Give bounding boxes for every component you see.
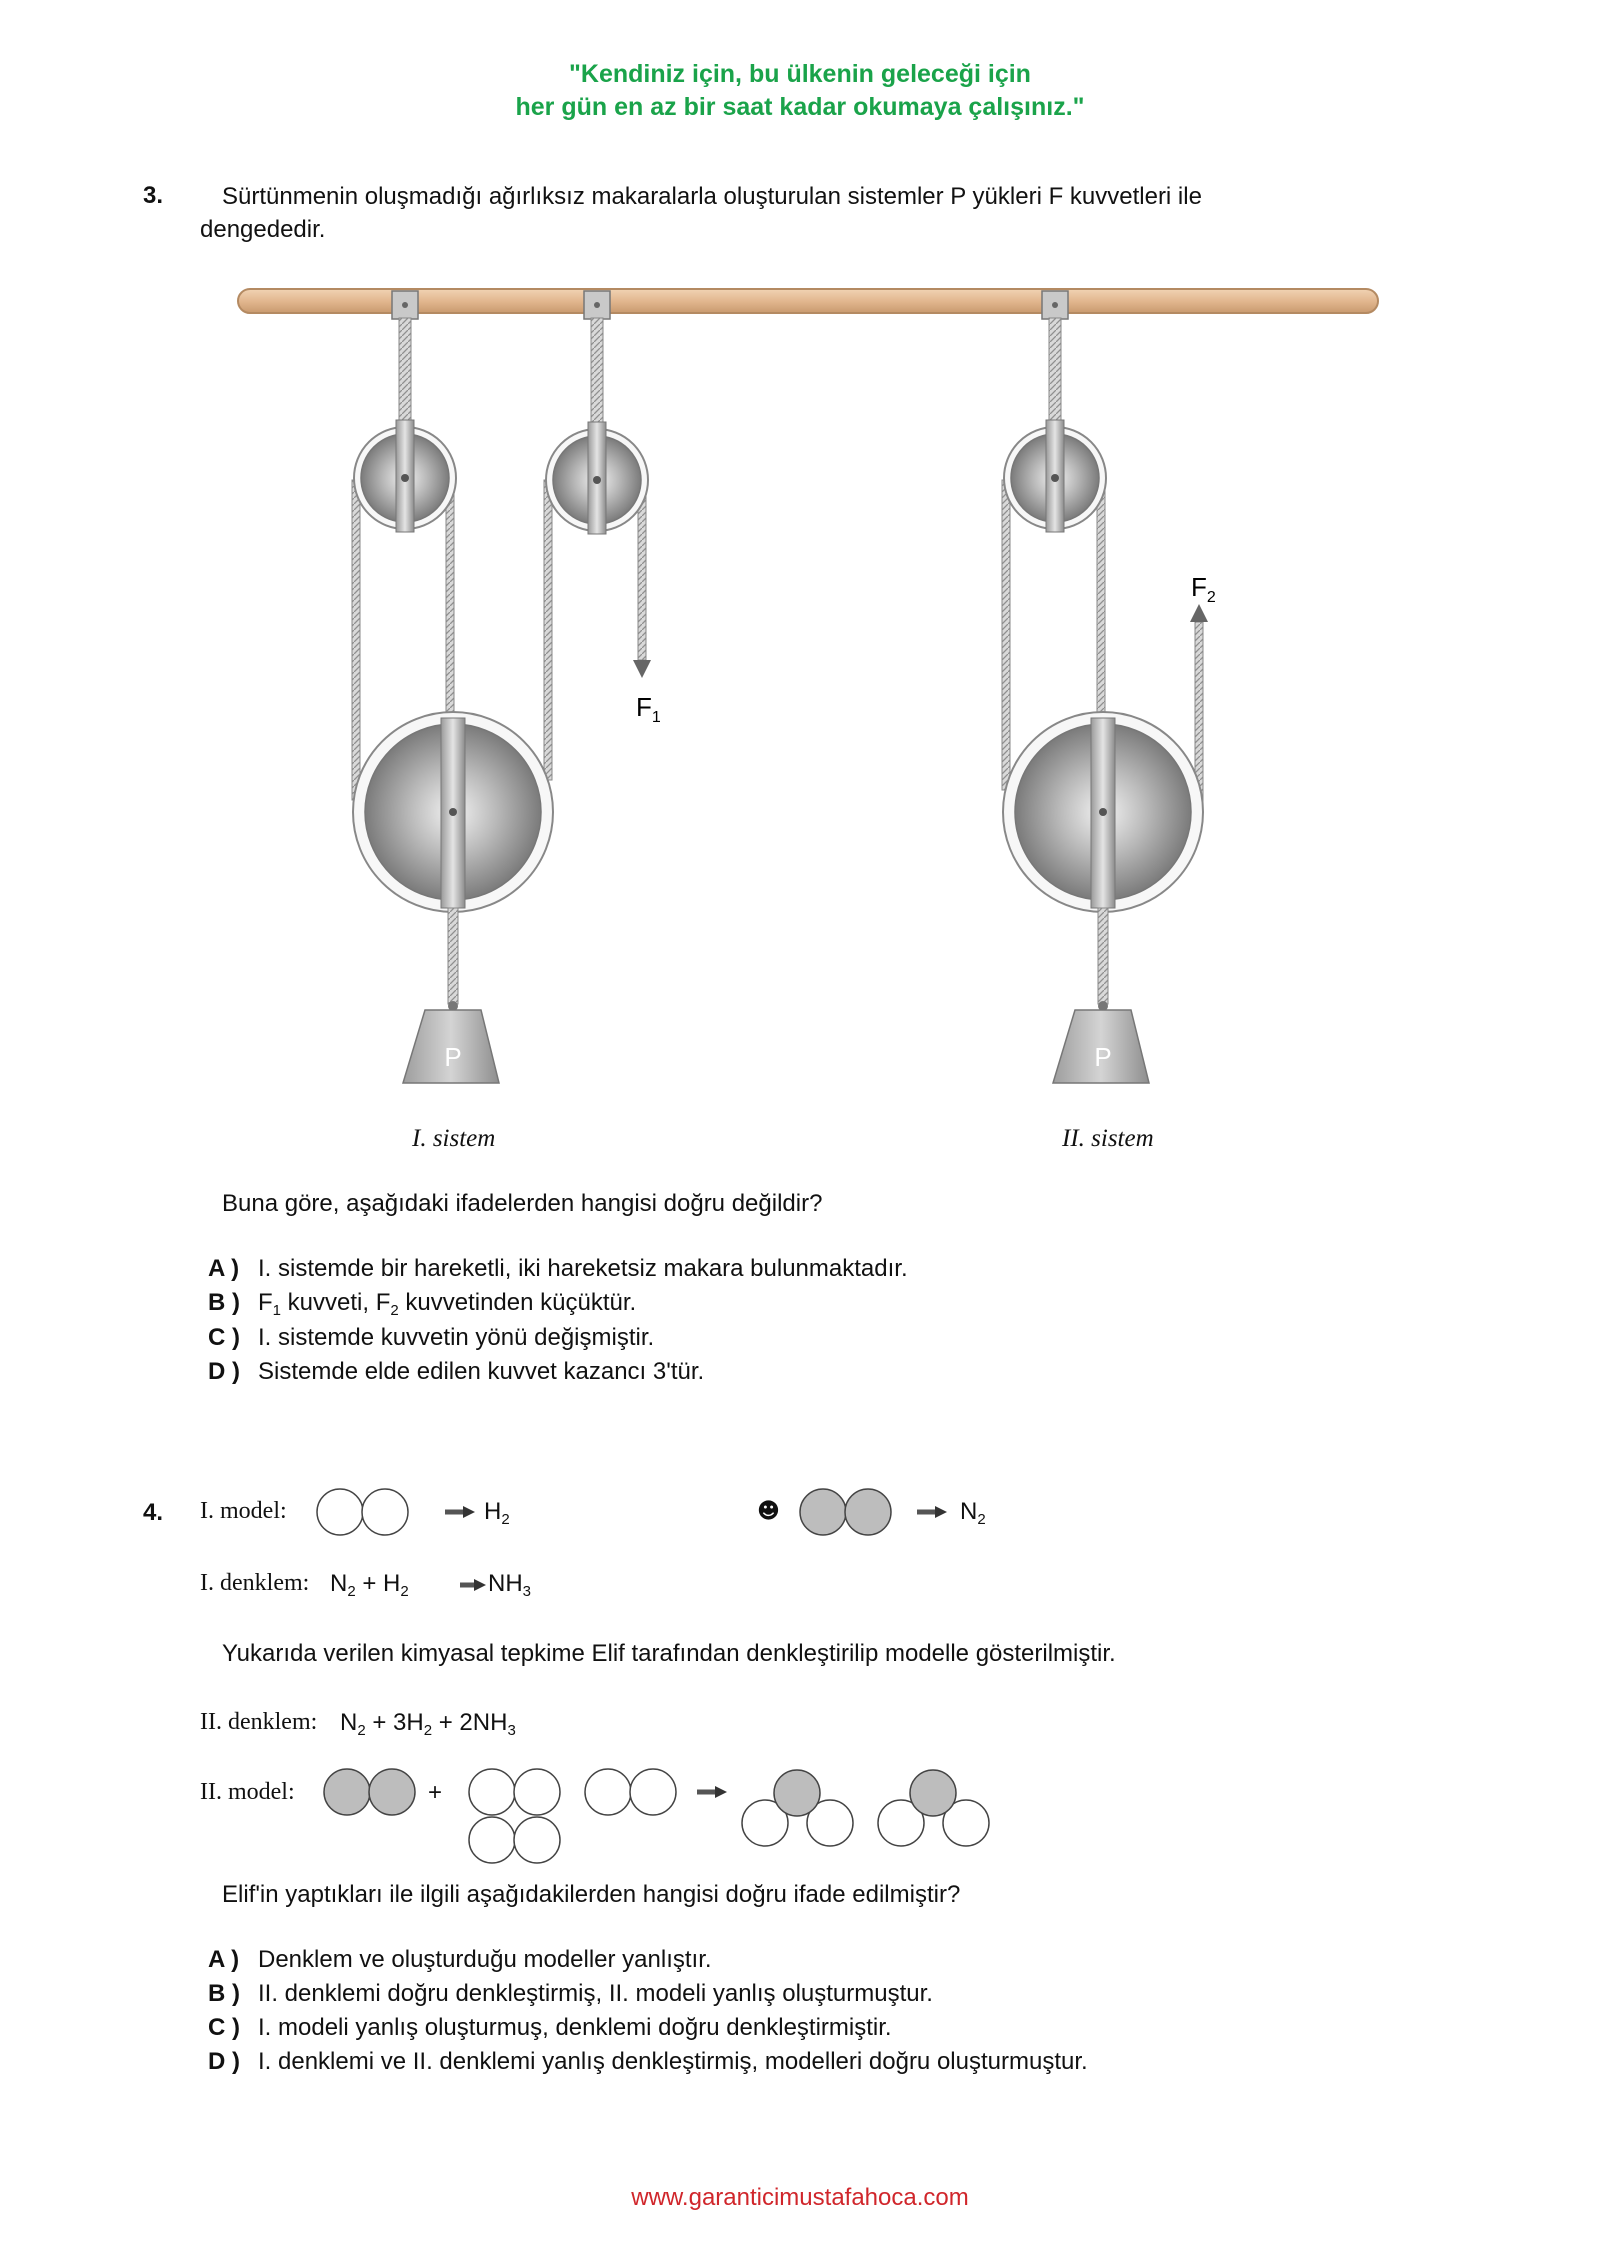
quote-line-2: her gün en az bir saat kadar okumaya çalışınız." (515, 93, 1085, 121)
quote-line-1: "Kendiniz için, bu ülkenin geleceği için (569, 60, 1031, 88)
plus-sign: + (428, 1779, 443, 1806)
arrow-icon (445, 1506, 475, 1518)
rope (1002, 480, 1010, 790)
arrow-icon (697, 1786, 727, 1798)
equation-1-lhs: $N_2 + H_2$ (330, 1570, 409, 1600)
question-3-number: 3. (143, 182, 164, 209)
option-label: B ) (208, 1289, 240, 1316)
question-4-option-c[interactable] (208, 2011, 892, 2044)
load-label: P (1094, 1042, 1112, 1072)
option-text: Sistemde elde edilen kuvvet kazancı 3'tür. (258, 1358, 705, 1385)
option-label: A ) (208, 1946, 240, 1973)
option-text: I. sistemde kuvvetin yönü değişmiştir. (258, 1324, 655, 1351)
footer-link[interactable]: www.garanticimustafahoca.com (631, 2184, 969, 2211)
equation-2: $N_2 + 3H_2 + 2NH_3$ (340, 1709, 516, 1739)
option-label: C ) (208, 1324, 240, 1351)
question-4-option-d[interactable] (208, 2045, 1088, 2078)
option-text: II. denklemi doğru denkleştirmiş, II. modeli yanlış oluşturmuştur. (258, 1980, 933, 2007)
question-3-option-a[interactable] (208, 1252, 908, 1285)
option-label: D ) (208, 2048, 240, 2075)
system-1-caption: I. sistem (412, 1125, 496, 1152)
movable-pulley (1003, 712, 1203, 912)
fixed-pulley (354, 420, 456, 532)
model-1-label: I. model: (200, 1498, 287, 1524)
h2-formula: $H_2$ (484, 1498, 510, 1528)
rope (1098, 908, 1108, 1004)
rope (591, 318, 603, 430)
h2-molecule-model (585, 1769, 676, 1815)
option-label: A ) (208, 1255, 240, 1282)
f1-arrowhead (633, 660, 651, 678)
rope (544, 480, 552, 780)
fixed-pulley (546, 422, 648, 534)
question-3-stem-line-1: Sürtünmenin oluşmadığı ağırlıksız makaralarla oluşturulan sistemler P yükleri F kuvvetleri ile (222, 183, 1202, 210)
n2-molecule-model (324, 1769, 415, 1815)
model-2-label: II. model: (200, 1779, 295, 1805)
f2-arrowhead (1190, 604, 1208, 622)
equation-1-rhs: $NH_3$ (488, 1570, 532, 1600)
question-4-option-a[interactable] (208, 1943, 712, 1976)
molecule-models (0, 1470, 1600, 1910)
n2-molecule-model (800, 1489, 891, 1535)
question-3-option-c[interactable] (208, 1321, 654, 1354)
nh3-molecule-model (742, 1770, 853, 1846)
equation-2-label: II. denklem: (200, 1709, 318, 1735)
question-3-stem-line-2: dengededir. (200, 216, 326, 243)
option-text: $F_1$ kuvveti, $F_2$ kuvvetinden küçüktür. (258, 1289, 637, 1319)
equation-1-label: I. denklem: (200, 1570, 310, 1596)
option-text: I. sistemde bir hareketli, iki hareketsiz makara bulunmaktadır. (258, 1255, 908, 1282)
h2-molecule-model (317, 1489, 408, 1535)
question-4-prompt: Elif'in yaptıkları ile ilgili aşağıdakilerden hangisi doğru ifade edilmiştir? (222, 1881, 961, 1908)
question-4-intro: Yukarıda verilen kimyasal tepkime Elif tarafından denkleştirilip modelle gösterilmiştir. (222, 1640, 1116, 1667)
option-text: I. denklemi ve II. denklemi yanlış denkleştirmiş, modelleri doğru oluşturmuştur. (258, 2048, 1088, 2075)
system-2-caption: II. sistem (1062, 1125, 1154, 1152)
option-label: D ) (208, 1358, 240, 1385)
option-text: Denklem ve oluşturduğu modeller yanlıştır. (258, 1946, 712, 1973)
rope (448, 908, 458, 1004)
nh3-molecule-model (878, 1770, 989, 1846)
h2-molecule-model (469, 1817, 560, 1863)
h2-molecule-model (469, 1769, 560, 1815)
question-3-option-b[interactable] (208, 1286, 636, 1319)
f2-label: $F_2$ (1191, 572, 1216, 606)
option-label: C ) (208, 2014, 240, 2041)
fixed-pulley (1004, 420, 1106, 532)
question-4-option-b[interactable] (208, 1977, 933, 2010)
question-4-number: 4. (143, 1499, 164, 1526)
arrow-icon (917, 1506, 947, 1518)
movable-pulley (353, 712, 553, 912)
rope (399, 318, 411, 428)
n2-formula: $N_2$ (960, 1498, 986, 1528)
load-label: P (444, 1042, 462, 1072)
option-label: B ) (208, 1980, 240, 2007)
rope (1049, 318, 1061, 428)
arrow-icon (460, 1579, 486, 1591)
smiley-icon: ☻ (757, 1499, 780, 1524)
rope (352, 480, 360, 800)
option-text: I. modeli yanlış oluşturmuş, denklemi doğru denkleştirmiştir. (258, 2014, 892, 2041)
f1-label: $F_1$ (636, 692, 661, 726)
question-3-prompt: Buna göre, aşağıdaki ifadelerden hangisi doğru değildir? (222, 1190, 823, 1217)
question-3-option-d[interactable] (208, 1355, 704, 1388)
